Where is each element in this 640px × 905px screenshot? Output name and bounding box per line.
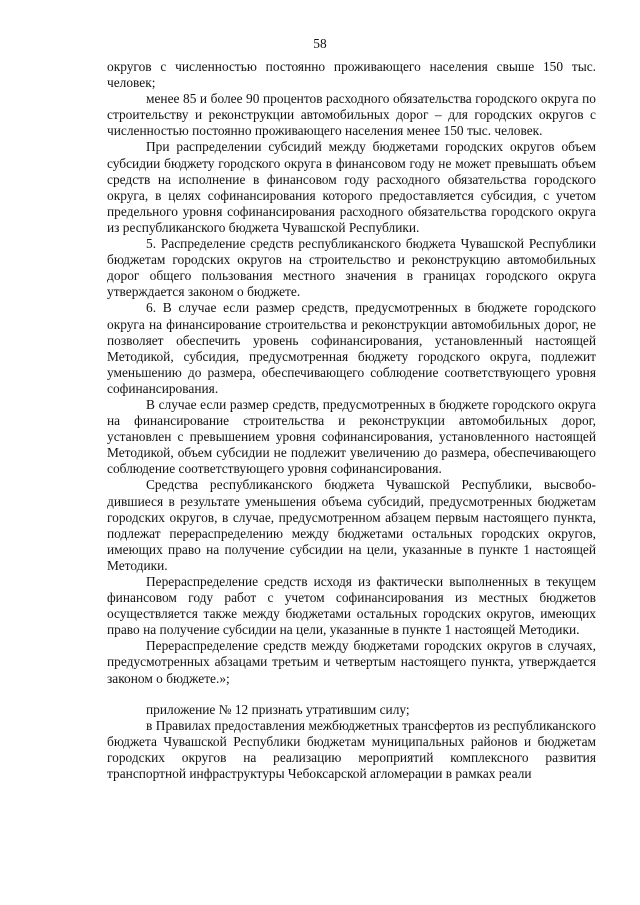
paragraph: в Правилах предоставления межбюджетных трансфертов из республиканского бюджета Чувашской Республики бюджетам муниципальных районов и бюджетам городских округов на реализацию мероприятий комплексного развития транспортной инфраструктуры Чебоксарской агломерации в рамках реали	[107, 717, 596, 782]
paragraph: округов с численностью постоянно проживающего населения свыше 150 тыс. человек;	[107, 59, 596, 91]
paragraph: менее 85 и более 90 процентов расходного обязательства городского округа по строительству и реконструкции автомобильных дорог – для городских округов с численностью постоянно проживающего населения менее 150 тыс. человек.	[107, 91, 596, 139]
paragraph: 5. Распределение средств республиканского бюджета Чувашской Республики бюджетам городских округов на строительство и реконструкцию автомобильных дорог общего пользования местного значения в границах городского округа утверждается законом о бюджете.	[107, 236, 596, 300]
paragraph: Перераспределение средств исходя из фактически выполненных в текущем финансовом году работ с учетом софинансирования из местных бюджетов осуществляется также между бюджетами остальных городских округов, имеющих право на получение субсидии на цели, указанные в пункте 1 настоящей Методики.	[107, 574, 596, 638]
paragraph: При распределении субсидий между бюджетами городских округов объем субсидии бюджету городского округа в финансовом году не может превышать объем средств на исполнение в финансовом году расходного обязательства городского округа, в целях софинансирования которого предоставляется субсидия, с учетом предельного уровня софинансирования расходного обязательства городского округа из республиканского бюджета Чувашской Республики.	[107, 139, 596, 235]
paragraph: Перераспределение средств между бюджетами городских округов в случаях, предусмотренных абзацами третьим и четвертым настоящего пункта, утверждается законом о бюджете.»;	[107, 638, 596, 686]
paragraph: Средства республиканского бюджета Чувашской Республики, высвободившиеся в результате уменьшения объема субсидий, предусмотренных бюджетам городских округов, в случае, предусмотренном абзацем первым настоящего пункта, подлежат перераспределению между бюджетами остальных городских округов, имеющих право на получение субсидии на цели, указанные в пункте 1 настоящей Методики.	[107, 477, 596, 573]
document-body	[107, 59, 596, 782]
paragraph: 6. В случае если размер средств, предусмотренных в бюджете городского округа на финансирование строительства и реконструкции автомобильных дорог, не позволяет обеспечить уровень софинансирования, установленный настоящей Методикой, субсидия, предусмотренная бюджету городского округа, подлежит уменьшению до размера, обеспечивающего соблюдение соответствующего уровня софинансирования.	[107, 300, 596, 396]
paragraph: В случае если размер средств, предусмотренных в бюджете городского округа на финансирование строительства и реконструкции автомобильных дорог, установлен с превышением уровня софинансирования, установленного настоящей Методикой, объем субсидии не подлежит увеличению до размера, обеспечивающего соблюдение соответствующего уровня софинансирования.	[107, 396, 596, 477]
paragraph: приложение № 12 признать утратившим силу;	[146, 701, 410, 717]
paragraph-gap	[107, 687, 596, 702]
page-number: 58	[313, 36, 327, 51]
